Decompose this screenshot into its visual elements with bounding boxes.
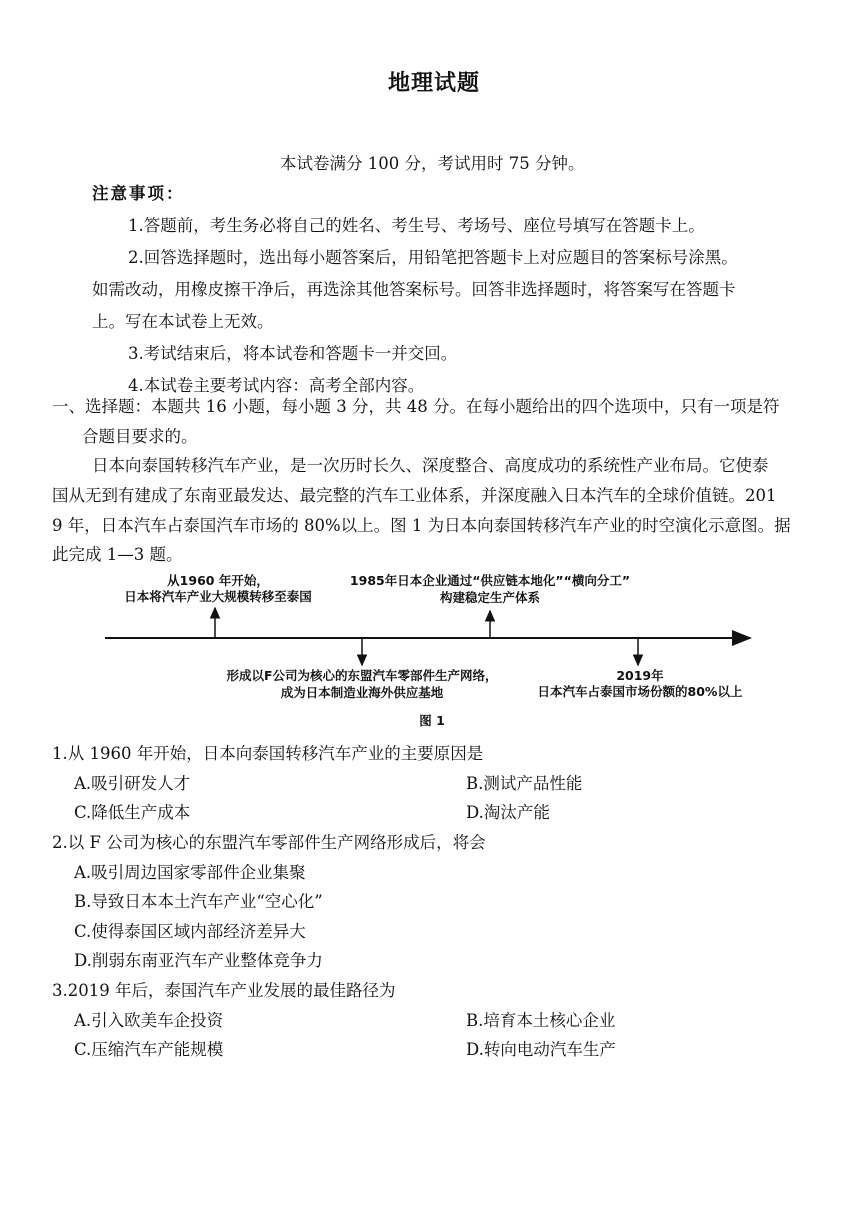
page-title: 地理试题 [387,71,480,96]
event2-label-line2: 构建稳定生产体系 [439,590,541,605]
passage-line2: 国从无到有建成了东南亚最发达、最完整的汽车工业体系，并深度融入日本汽车的全球价值链。201 [52,486,777,505]
q3-option-c: C.压缩汽车产能规模 [74,1040,224,1059]
q3-option-a: A.引入欧美车企投资 [74,1011,224,1030]
exam-info: 本试卷满分 100 分，考试用时 75 分钟。 [280,154,585,173]
passage-line4: 此完成 1—3 题。 [52,545,183,564]
note-3: 3.考试结束后，将本试卷和答题卡一并交回。 [128,344,458,363]
q1-option-b: B.测试产品性能 [466,774,583,793]
q2-option-c: C.使得泰国区域内部经济差异大 [74,922,306,941]
figure-caption: 图 1 [419,713,445,728]
note-2c: 上。写在本试卷上无效。 [92,312,274,331]
event1-label-line1: 从1960 年开始， [167,573,269,588]
figure-timeline [100,565,780,735]
q1-option-a: A.吸引研发人才 [74,774,191,793]
note-4: 4.本试卷主要考试内容：高考全部内容。 [128,376,425,395]
q3-option-d: D.转向电动汽车生产 [466,1040,616,1059]
event3-label-line2: 成为日本制造业海外供应基地 [280,685,444,700]
event3-label-line1: 形成以F公司为核心的东盟汽车零部件生产网络， [226,668,498,683]
event1-label-line2: 日本将汽车产业大规模转移至泰国 [124,589,312,604]
notes-heading: 注意事项： [92,184,185,203]
q2-option-b: B.导致日本本土汽车产业“空心化” [74,892,323,911]
q1-stem: 1.从 1960 年开始，日本向泰国转移汽车产业的主要原因是 [52,744,484,763]
q2-option-d: D.削弱东南亚汽车产业整体竞争力 [74,951,323,970]
q3-option-b: B.培育本土核心企业 [466,1011,616,1030]
q1-option-c: C.降低生产成本 [74,803,191,822]
section-heading-line1: 一、选择题：本题共 16 小题，每小题 3 分，共 48 分。在每小题给出的四个选项中，只有一项是符 [52,397,780,416]
passage-line3: 9 年，日本汽车占泰国汽车市场的 80%以上。图 1 为日本向泰国转移汽车产业的时空演化示意图。据 [52,516,791,535]
q2-stem: 2.以 F 公司为核心的东盟汽车零部件生产网络形成后，将会 [52,833,486,852]
q3-stem: 3.2019 年后，泰国汽车产业发展的最佳路径为 [52,981,396,1000]
event2-label-line1: 1985年日本企业通过“供应链本地化”“横向分工” [349,573,631,588]
note-2b: 如需改动，用橡皮擦干净后，再选涂其他答案标号。回答非选择题时，将答案写在答题卡 [92,280,736,299]
passage-line1: 日本向泰国转移汽车产业，是一次历时长久、深度整合、高度成功的系统性产业布局。它使泰 [92,456,769,475]
note-2a: 2.回答选择题时，选出每小题答案后，用铅笔把答题卡上对应题目的答案标号涂黑。 [128,248,738,267]
note-1: 1.答题前，考生务必将自己的姓名、考生号、考场号、座位号填写在答题卡上。 [128,216,705,235]
section-heading-line2: 合题目要求的。 [82,427,198,446]
timeline-diagram [100,565,780,735]
event4-label-line1: 2019年 [616,668,664,683]
q1-option-d: D.淘汰产能 [466,803,550,822]
event4-label-line2: 日本汽车占泰国市场份额的80%以上 [537,684,743,699]
q2-option-a: A.吸引周边国家零部件企业集聚 [74,863,306,882]
